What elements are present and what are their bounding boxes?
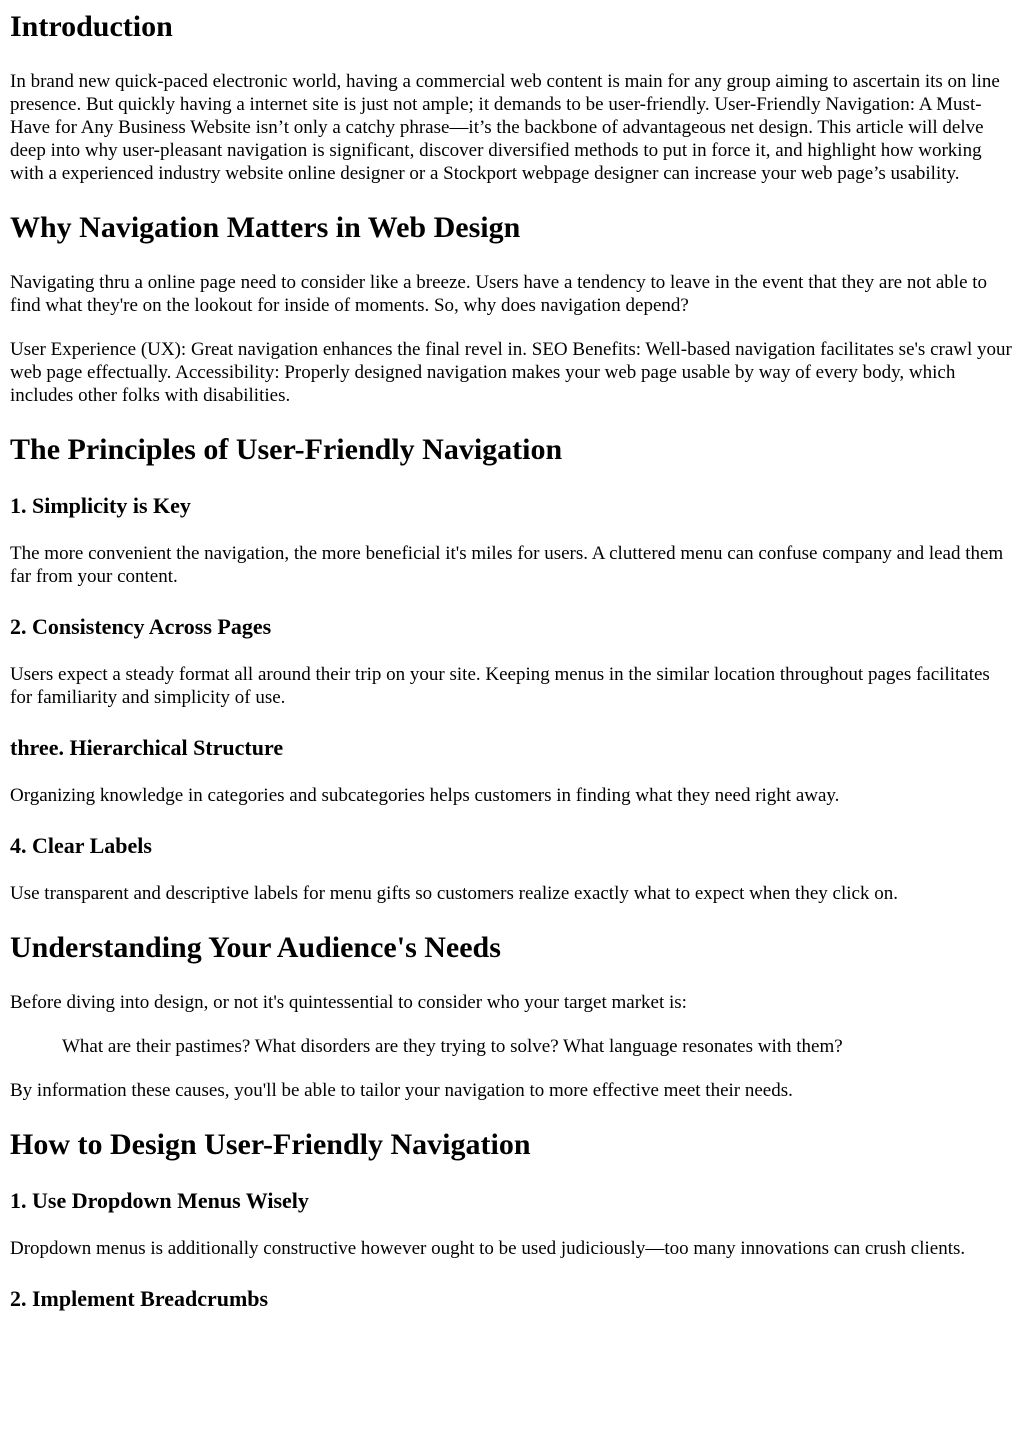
- audience-paragraph-1: Before diving into design, or not it's quintessential to consider who your target market is:: [10, 992, 687, 1013]
- principle-2-text: Users expect a steady format all around their trip on your site. Keeping menus in the similar location throughout pages facilitates for familiarity and simplicity of use.: [10, 664, 990, 708]
- principle-4-title: 4. Clear Labels: [10, 833, 152, 858]
- design-2-title: 2. Implement Breadcrumbs: [10, 1286, 269, 1311]
- intro-heading: Introduction: [10, 10, 173, 43]
- intro-paragraph: In brand new quick-paced electronic world, having a commercial web content is main for any group aiming to ascertain its on line presence. But quickly having a internet site is just not ample; it demands to be user-friendly. User-Friendly Navigation: A Must-Have for Any Business Website isn’t only a catchy phrase—it’s the backbone of advantageous net design. This article will delve deep into why user-pleasant navigation is significant, discover diversified methods to put in force it, and highlight how working with a experienced industry website online designer or a Stockport webpage designer can increase your web page’s usability.: [10, 71, 1000, 184]
- principle-4-text: Use transparent and descriptive labels for menu gifts so customers realize exactly what to expect when they click on.: [10, 883, 898, 904]
- why-paragraph-2: User Experience (UX): Great navigation enhances the final revel in. SEO Benefits: Well-based navigation facilitates se's crawl your web page effectually. Accessibility: Properly designed navigation makes your web page usable by way of every body, which includes other folks with disabilities.: [10, 339, 1012, 406]
- audience-paragraph-2: By information these causes, you'll be able to tailor your navigation to more effective meet their needs.: [10, 1080, 793, 1101]
- design-1-text: Dropdown menus is additionally constructive however ought to be used judiciously—too many innovations can crush clients.: [10, 1238, 966, 1259]
- principles-heading: The Principles of User-Friendly Navigation: [10, 433, 563, 466]
- principle-1-title: 1. Simplicity is Key: [10, 493, 191, 518]
- audience-heading: Understanding Your Audience's Needs: [10, 931, 501, 964]
- design-heading: How to Design User-Friendly Navigation: [10, 1128, 531, 1161]
- principle-3-text: Organizing knowledge in categories and subcategories helps customers in finding what they need right away.: [10, 785, 840, 806]
- principle-1-text: The more convenient the navigation, the more beneficial it's miles for users. A cluttered menu can confuse company and lead them far from your content.: [10, 543, 1004, 587]
- why-heading: Why Navigation Matters in Web Design: [10, 211, 521, 244]
- principle-2-title: 2. Consistency Across Pages: [10, 614, 272, 639]
- article: [0, 10, 1024, 1312]
- audience-quote: What are their pastimes? What disorders are they trying to solve? What language resonates with them?: [62, 1036, 843, 1057]
- why-paragraph-1: Navigating thru a online page need to consider like a breeze. Users have a tendency to leave in the event that they are not able to find what they're on the lookout for inside of moments. So, why does navigation depend?: [10, 272, 988, 316]
- design-1-title: 1. Use Dropdown Menus Wisely: [10, 1188, 309, 1213]
- principle-3-title: three. Hierarchical Structure: [10, 735, 284, 760]
